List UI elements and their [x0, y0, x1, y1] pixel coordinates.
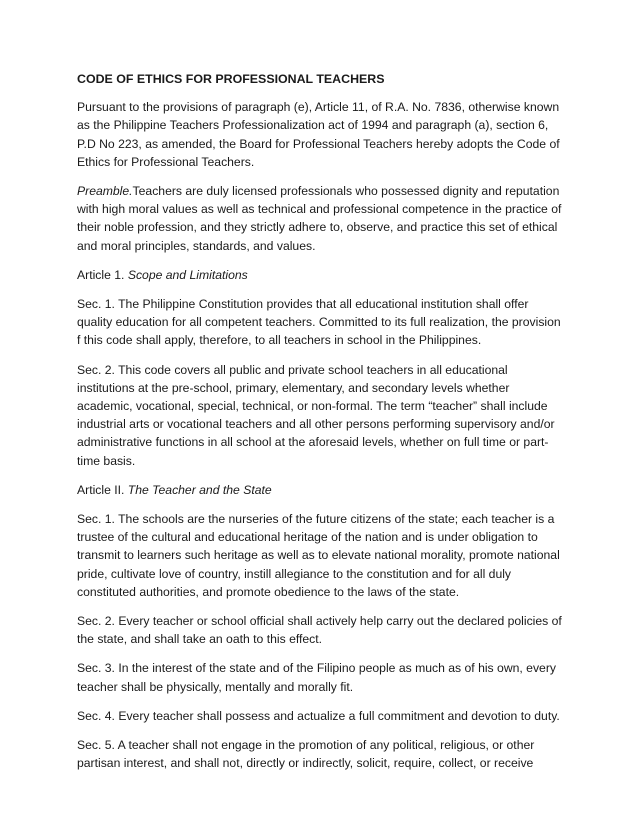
- article-1-heading: [77, 266, 563, 284]
- article-2-label: Article II.: [77, 482, 128, 497]
- article-2-title: The Teacher and the State: [127, 482, 272, 497]
- article-1-label: Article 1.: [77, 267, 128, 282]
- article-1-sec-2: Sec. 2. This code covers all public and private school teachers in all educational institutions at the pre-school, primary, elementary, and secondary levels whether academic, vocational, special, technical, or non-formal. The term “teacher” shall include industrial arts or vocational teachers and all other persons performing supervisory and/or administrative functions in all school at the aforesaid levels, whether on full time or part-time basis.: [77, 362, 555, 468]
- preamble-paragraph: [77, 182, 563, 255]
- article-1-title: Scope and Limitations: [127, 267, 248, 282]
- article-2-sec-5: Sec. 5. A teacher shall not engage in the promotion of any political, religious, or other partisan interest, and shall not, directly or indirectly, solicit, require, collect, or receive: [77, 738, 535, 771]
- article-2-sec-3: Sec. 3. In the interest of the state and of the Filipino people as much as of his own, every teacher shall be physically, mentally and morally fit.: [77, 661, 556, 694]
- intro-paragraph: Pursuant to the provisions of paragraph (e), Article 11, of R.A. No. 7836, otherwise known as the Philippine Teachers Professionalization act of 1994 and paragraph (a), section 6, P.D No 223, as amended, the Board for Professional Teachers hereby adopts the Code of Ethics for Professional Teachers.: [77, 100, 560, 169]
- article-2-sec-4: Sec. 4. Every teacher shall possess and actualize a full commitment and devotion to duty.: [77, 708, 560, 723]
- article-2-heading: [77, 481, 563, 499]
- preamble-text: Teachers are duly licensed professionals who possessed dignity and reputation with high moral values as well as technical and professional competence in the practice of their noble profession, and they strictly adhere to, observe, and practice this set of ethical and moral principles, standards, and values.: [77, 184, 562, 253]
- document-title: CODE OF ETHICS FOR PROFESSIONAL TEACHERS: [77, 72, 385, 86]
- document-page: [77, 70, 563, 784]
- article-1-sec-1: Sec. 1. The Philippine Constitution provides that all educational institution shall offer quality education for all competent teachers. Committed to its full realization, the provision f this code shall apply, therefore, to all teachers in school in the Philippines.: [77, 297, 561, 348]
- article-2-sec-2: Sec. 2. Every teacher or school official shall actively help carry out the declared policies of the state, and shall take an oath to this effect.: [77, 614, 562, 647]
- preamble-label: Preamble.: [77, 184, 133, 199]
- article-2-sec-1: Sec. 1. The schools are the nurseries of the future citizens of the state; each teacher is a trustee of the cultural and educational heritage of the nation and is under obligation to transmit to learners such heritage as well as to elevate national morality, promote national pride, cultivate love of country, instill allegiance to the constitution and for all duly constituted authorities, and promote obedience to the laws of the state.: [77, 512, 560, 599]
